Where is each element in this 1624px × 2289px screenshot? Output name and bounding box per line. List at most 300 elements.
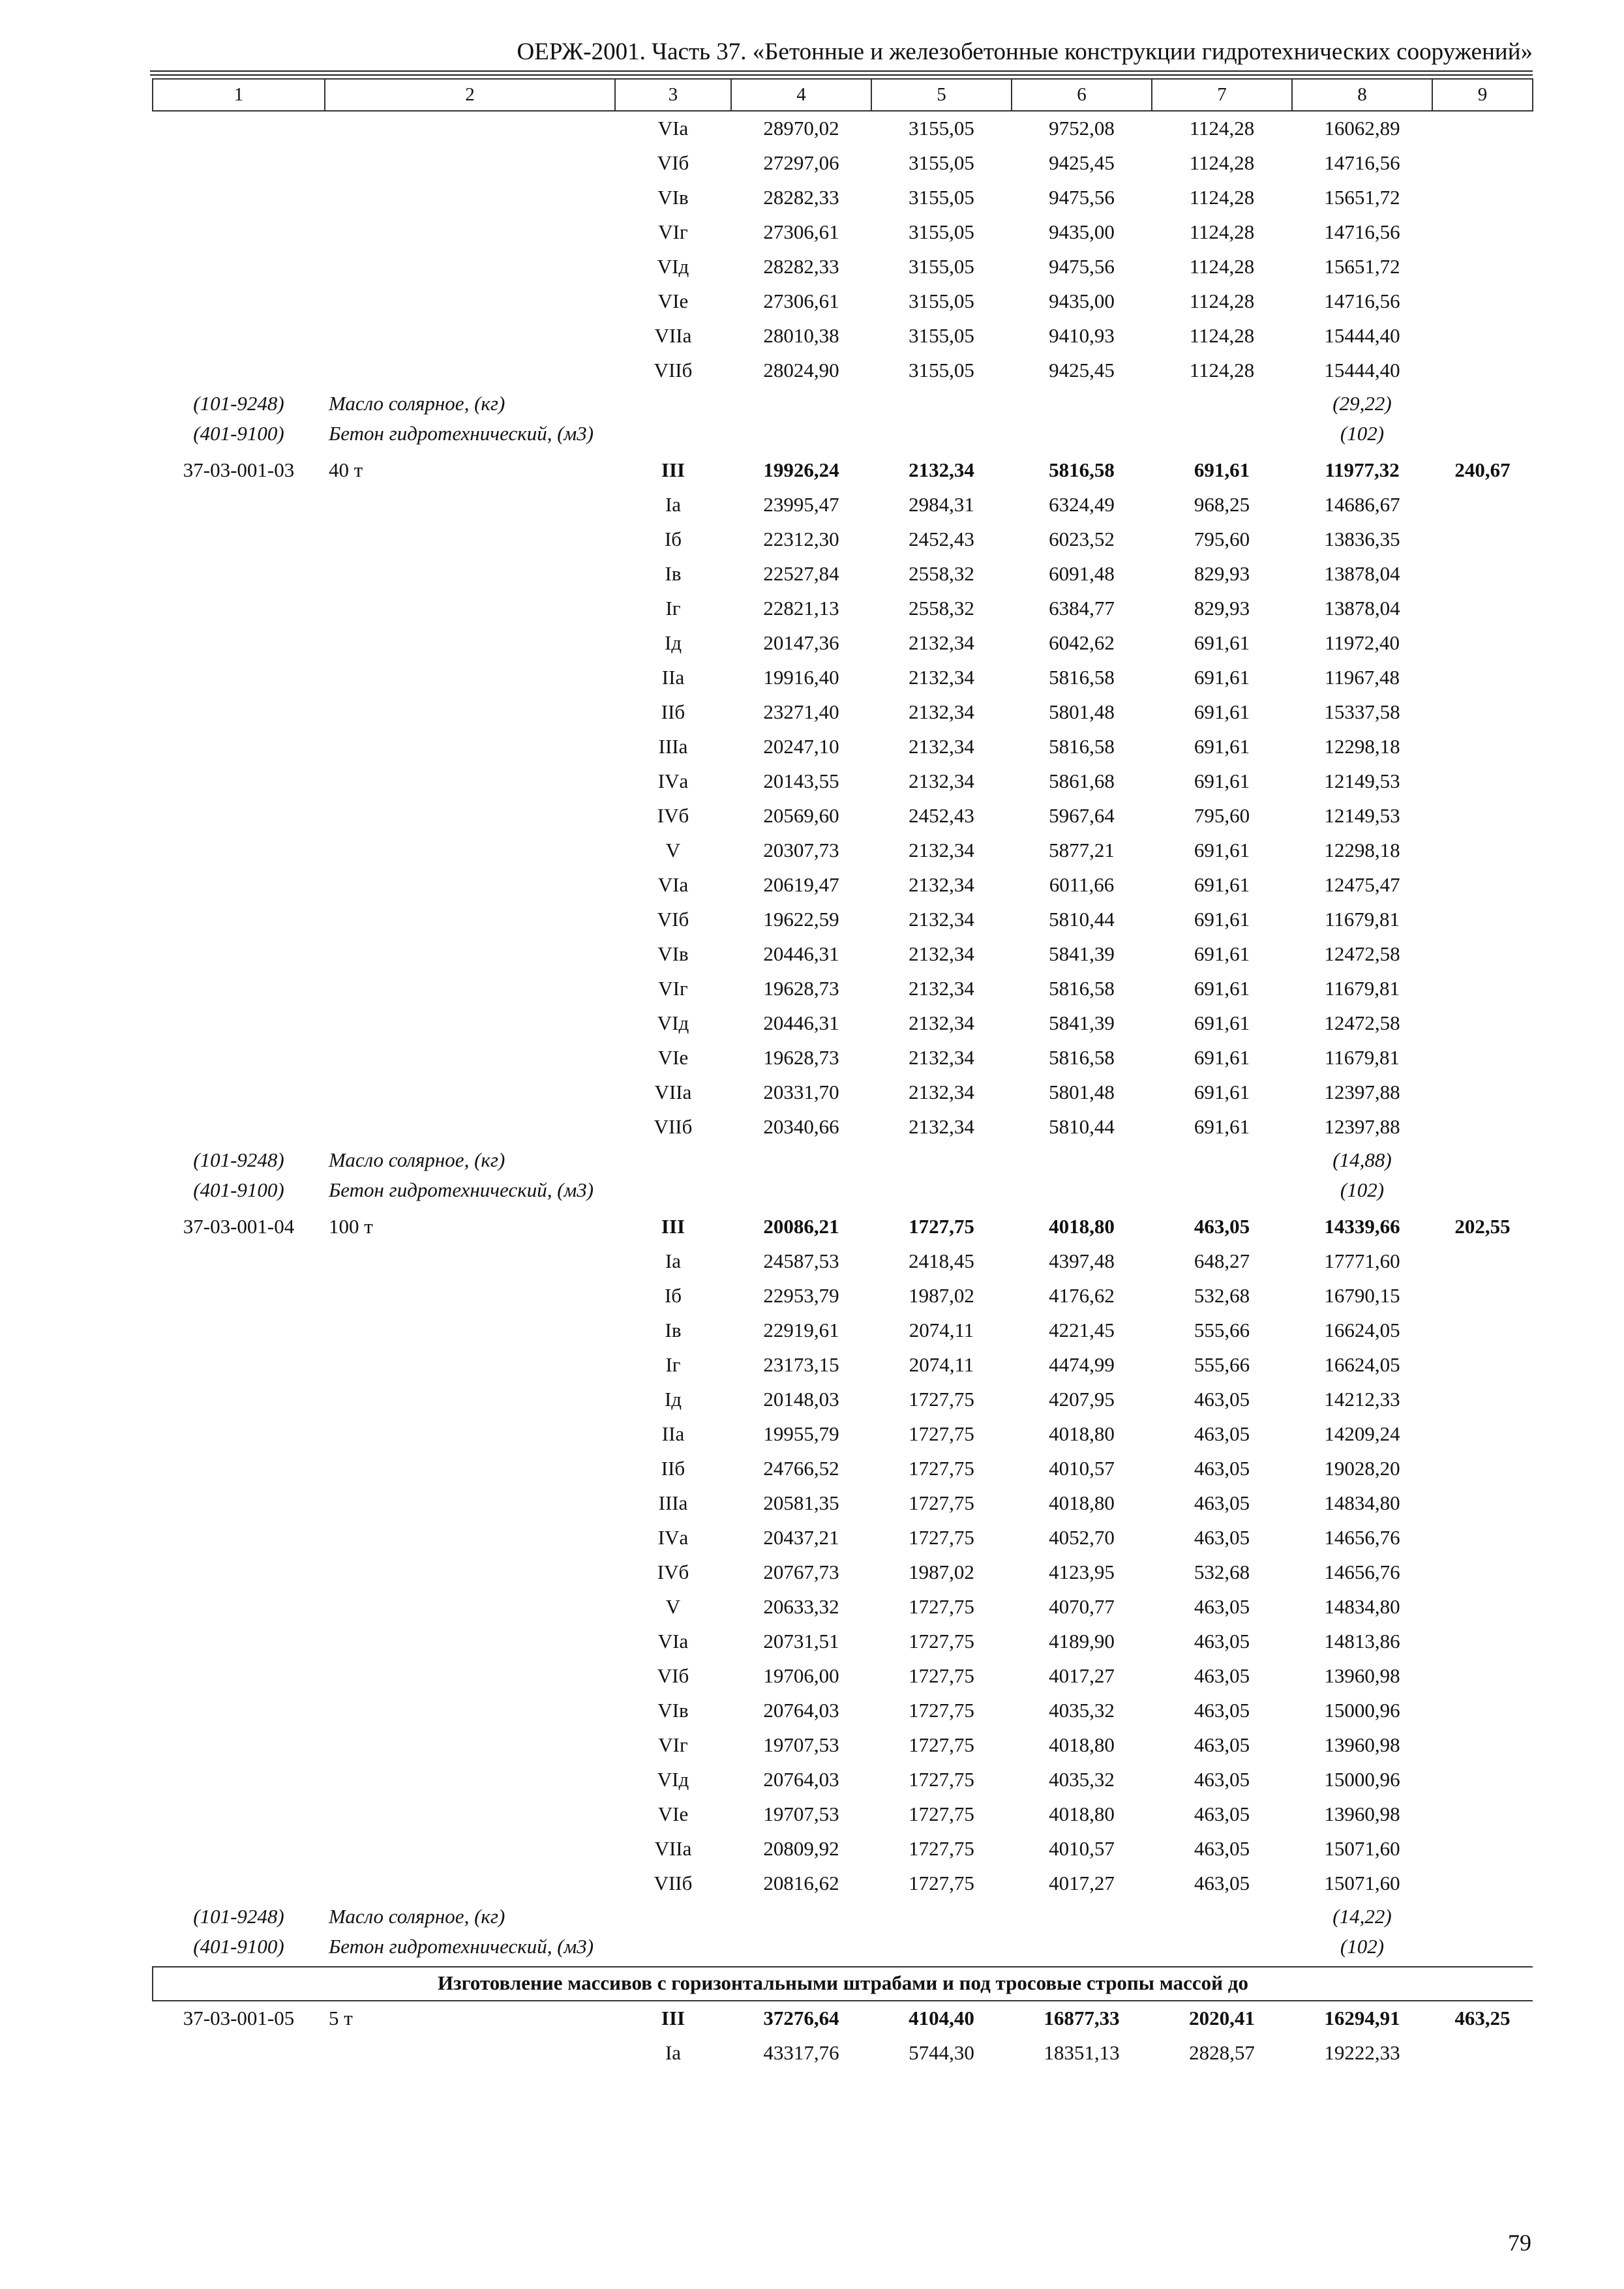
- rate-code: [153, 591, 325, 626]
- cost-value: 14209,24: [1324, 1422, 1400, 1445]
- cost-value: 2132,34: [909, 908, 974, 931]
- cost-value: 3155,05: [909, 324, 974, 347]
- labor-total: [1432, 1279, 1533, 1313]
- rate-name: [325, 1866, 615, 1901]
- rate-name: 100 т: [329, 1215, 373, 1238]
- empty-cell: [1432, 1177, 1533, 1210]
- zone: IVа: [657, 1526, 689, 1549]
- empty-cell: [1152, 388, 1292, 421]
- cost-value: 14339,66: [1324, 1215, 1400, 1238]
- rate-name: [325, 284, 615, 319]
- cost-value: 829,93: [1194, 562, 1250, 585]
- cost-value: 691,61: [1194, 977, 1250, 1000]
- rate-name: 5 т: [329, 2007, 353, 2029]
- column-number: 2: [325, 79, 615, 111]
- cost-value: 3155,05: [909, 151, 974, 174]
- table-row: [153, 1075, 1533, 1110]
- cost-value: 2074,11: [909, 1353, 974, 1376]
- table-row: [153, 972, 1533, 1006]
- rate-name: [325, 833, 615, 868]
- cost-value: 829,93: [1194, 597, 1250, 620]
- rate-name: [325, 1313, 615, 1348]
- cost-value: 14686,67: [1324, 493, 1400, 516]
- table-row: [153, 522, 1533, 557]
- cost-value: 19916,40: [763, 666, 839, 689]
- zone: IIIа: [658, 735, 688, 758]
- rate-code: [153, 2036, 325, 2071]
- column-number: 3: [615, 79, 731, 111]
- cost-value: 9425,45: [1049, 359, 1115, 382]
- cost-value: 968,25: [1194, 493, 1250, 516]
- resource-value: (102): [1340, 1935, 1385, 1958]
- empty-cell: [1432, 1144, 1533, 1177]
- column-number: 4: [731, 79, 871, 111]
- resource-row: [153, 1901, 1533, 1934]
- resource-name: Масло солярное, (кг): [329, 1148, 505, 1171]
- rate-code: [153, 695, 325, 730]
- cost-value: 463,05: [1194, 1388, 1250, 1411]
- cost-value: 14212,33: [1324, 1388, 1400, 1411]
- zone: Iд: [664, 1388, 682, 1411]
- rate-code: [153, 284, 325, 319]
- cost-value: 22953,79: [763, 1284, 839, 1307]
- rate-code: [153, 868, 325, 903]
- cost-value: 14656,76: [1324, 1561, 1400, 1583]
- resource-row: [153, 421, 1533, 453]
- rate-name: 40 т: [329, 458, 363, 481]
- cost-value: 20340,66: [763, 1115, 839, 1138]
- cost-value: 19926,24: [763, 458, 839, 481]
- labor-total: [1432, 319, 1533, 353]
- labor-total: [1432, 215, 1533, 250]
- cost-value: 463,05: [1194, 1733, 1250, 1756]
- rate-name: [325, 1590, 615, 1624]
- empty-cell: [1012, 388, 1152, 421]
- zone: VIб: [657, 1664, 689, 1687]
- table-row: [153, 215, 1533, 250]
- cost-value: 9475,56: [1049, 186, 1115, 209]
- zone: IVа: [657, 770, 689, 792]
- cost-value: 691,61: [1194, 770, 1250, 792]
- cost-value: 2132,34: [909, 1081, 974, 1103]
- cost-value: 15071,60: [1324, 1872, 1400, 1894]
- cost-value: 1727,75: [909, 1630, 974, 1653]
- rate-code: [153, 1590, 325, 1624]
- cost-value: 2074,11: [909, 1319, 974, 1341]
- rate-name: [325, 353, 615, 388]
- cost-value: 9425,45: [1049, 151, 1115, 174]
- price-table: [152, 78, 1533, 2071]
- rate-code: [153, 1313, 325, 1348]
- rate-name: [325, 522, 615, 557]
- cost-value: 2132,34: [909, 1115, 974, 1138]
- table-row: [153, 591, 1533, 626]
- labor-total: [1432, 730, 1533, 764]
- cost-value: 691,61: [1194, 458, 1250, 481]
- cost-value: 2558,32: [909, 597, 974, 620]
- zone: IVб: [657, 804, 689, 827]
- page-number: 79: [1508, 2230, 1531, 2256]
- cost-value: 463,05: [1194, 1526, 1250, 1549]
- rate-code: [153, 319, 325, 353]
- table-row: [153, 488, 1533, 522]
- labor-total: [1432, 1763, 1533, 1797]
- rate-name: [325, 488, 615, 522]
- labor-total: [1432, 284, 1533, 319]
- column-number: 5: [871, 79, 1012, 111]
- cost-value: 463,05: [1194, 1215, 1250, 1238]
- table-body: [153, 79, 1533, 2071]
- rate-code: [153, 937, 325, 972]
- cost-value: 1727,75: [909, 1457, 974, 1480]
- cost-value: 14834,80: [1324, 1595, 1400, 1618]
- resource-value: (102): [1340, 422, 1385, 445]
- cost-value: 12149,53: [1324, 804, 1400, 827]
- zone: Iа: [665, 1249, 682, 1272]
- empty-cell: [1012, 1934, 1152, 1967]
- zone: III: [661, 458, 685, 481]
- cost-value: 15444,40: [1324, 324, 1400, 347]
- table-row: [153, 557, 1533, 591]
- rate-name: [325, 1417, 615, 1452]
- zone: IVб: [657, 1561, 689, 1583]
- rate-code: [153, 181, 325, 215]
- zone: III: [661, 1215, 685, 1238]
- cost-value: 27306,61: [763, 290, 839, 312]
- cost-value: 5841,39: [1049, 942, 1115, 965]
- cost-value: 3155,05: [909, 186, 974, 209]
- cost-value: 20147,36: [763, 631, 839, 654]
- cost-value: 1727,75: [909, 1733, 974, 1756]
- rate-code: [153, 626, 325, 661]
- column-number: 8: [1292, 79, 1432, 111]
- cost-value: 17771,60: [1324, 1249, 1400, 1272]
- cost-value: 6042,62: [1049, 631, 1115, 654]
- zone: Iг: [665, 1353, 681, 1376]
- cost-value: 5967,64: [1049, 804, 1115, 827]
- cost-value: 3155,05: [909, 220, 974, 243]
- labor-total: [1432, 1624, 1533, 1659]
- cost-value: 532,68: [1194, 1561, 1250, 1583]
- rate-code: [153, 764, 325, 799]
- rate-name: [325, 1041, 615, 1075]
- rate-name: [325, 1075, 615, 1110]
- labor-total: [1432, 1383, 1533, 1417]
- zone: VIе: [657, 1046, 689, 1069]
- zone: VIв: [657, 186, 689, 209]
- cost-value: 22919,61: [763, 1319, 839, 1341]
- resource-name: Масло солярное, (кг): [329, 1905, 505, 1928]
- cost-value: 463,05: [1194, 1768, 1250, 1791]
- cost-value: 16294,91: [1324, 2007, 1400, 2029]
- cost-value: 463,05: [1194, 1699, 1250, 1722]
- cost-value: 463,05: [1194, 1664, 1250, 1687]
- rate-name: [325, 1763, 615, 1797]
- cost-value: 2132,34: [909, 458, 974, 481]
- rate-name: [325, 661, 615, 695]
- rate-name: [325, 937, 615, 972]
- labor-total: [1432, 488, 1533, 522]
- rate-name: [325, 1832, 615, 1866]
- cost-value: 3155,05: [909, 359, 974, 382]
- empty-cell: [615, 1177, 731, 1210]
- rate-name: [325, 1452, 615, 1486]
- cost-value: 5816,58: [1049, 735, 1115, 758]
- cost-value: 5841,39: [1049, 1011, 1115, 1034]
- cost-value: 4104,40: [909, 2007, 974, 2029]
- table-row: [153, 1383, 1533, 1417]
- rate-name: [325, 972, 615, 1006]
- cost-value: 555,66: [1194, 1319, 1250, 1341]
- cost-value: 4018,80: [1049, 1422, 1115, 1445]
- rate-name: [325, 868, 615, 903]
- cost-value: 14656,76: [1324, 1526, 1400, 1549]
- resource-value: (29,22): [1332, 392, 1392, 415]
- labor-total: [1432, 146, 1533, 181]
- cost-value: 5816,58: [1049, 977, 1115, 1000]
- cost-value: 13836,35: [1324, 528, 1400, 550]
- cost-value: 20446,31: [763, 942, 839, 965]
- resource-value: (14,22): [1332, 1905, 1392, 1928]
- table-row: [153, 937, 1533, 972]
- cost-value: 691,61: [1194, 1046, 1250, 1069]
- resource-name: Бетон гидротехнический, (м3): [329, 1935, 594, 1958]
- table-row: [153, 2001, 1533, 2036]
- column-number: 1: [153, 79, 325, 111]
- empty-cell: [1152, 1177, 1292, 1210]
- cost-value: 691,61: [1194, 942, 1250, 965]
- table-row: [153, 833, 1533, 868]
- cost-value: 6384,77: [1049, 597, 1115, 620]
- cost-value: 20148,03: [763, 1388, 839, 1411]
- cost-value: 5816,58: [1049, 1046, 1115, 1069]
- table-row: [153, 181, 1533, 215]
- rate-code: 37-03-001-04: [183, 1215, 295, 1238]
- cost-value: 19222,33: [1324, 2041, 1400, 2064]
- cost-value: 463,05: [1194, 1630, 1250, 1653]
- cost-value: 20633,32: [763, 1595, 839, 1618]
- resource-code: (101-9248): [193, 392, 284, 415]
- cost-value: 11679,81: [1324, 908, 1400, 931]
- zone: IIб: [661, 700, 685, 723]
- cost-value: 12149,53: [1324, 770, 1400, 792]
- cost-value: 20619,47: [763, 873, 839, 896]
- cost-value: 463,05: [1194, 1491, 1250, 1514]
- cost-value: 22312,30: [763, 528, 839, 550]
- cost-value: 16624,05: [1324, 1319, 1400, 1341]
- cost-value: 9410,93: [1049, 324, 1115, 347]
- zone: V: [665, 839, 681, 861]
- cost-value: 9435,00: [1049, 220, 1115, 243]
- table-row: [153, 453, 1533, 488]
- cost-value: 2132,34: [909, 1011, 974, 1034]
- zone: VIа: [657, 117, 689, 140]
- rate-name: [325, 1383, 615, 1417]
- cost-value: 1727,75: [909, 1664, 974, 1687]
- cost-value: 4176,62: [1049, 1284, 1115, 1307]
- rate-name: [325, 2036, 615, 2071]
- cost-value: 12397,88: [1324, 1115, 1400, 1138]
- labor-total: [1432, 1006, 1533, 1041]
- cost-value: 3155,05: [909, 290, 974, 312]
- resource-value: (14,88): [1332, 1148, 1392, 1171]
- cost-value: 4018,80: [1049, 1491, 1115, 1514]
- cost-value: 2558,32: [909, 562, 974, 585]
- empty-cell: [731, 388, 871, 421]
- cost-value: 13878,04: [1324, 562, 1400, 585]
- header-rule: [150, 74, 1533, 76]
- table-row: [153, 1210, 1533, 1244]
- labor-total: [1432, 1486, 1533, 1521]
- rate-name: [325, 626, 615, 661]
- zone: Iб: [664, 1284, 682, 1307]
- zone: IIб: [661, 1457, 685, 1480]
- empty-cell: [615, 1144, 731, 1177]
- zone: VIд: [657, 1768, 689, 1791]
- zone: Iв: [665, 1319, 682, 1341]
- cost-value: 1727,75: [909, 1422, 974, 1445]
- zone: VIIа: [654, 1081, 692, 1103]
- cost-value: 13960,98: [1324, 1664, 1400, 1687]
- zone: Iа: [665, 493, 682, 516]
- cost-value: 20446,31: [763, 1011, 839, 1034]
- cost-value: 28282,33: [763, 186, 839, 209]
- cost-value: 2132,34: [909, 700, 974, 723]
- cost-value: 4018,80: [1049, 1733, 1115, 1756]
- cost-value: 14716,56: [1324, 151, 1400, 174]
- rate-code: [153, 661, 325, 695]
- cost-value: 15444,40: [1324, 359, 1400, 382]
- cost-value: 24766,52: [763, 1457, 839, 1480]
- table-row: [153, 764, 1533, 799]
- cost-value: 23173,15: [763, 1353, 839, 1376]
- cost-value: 463,05: [1194, 1837, 1250, 1860]
- cost-value: 4189,90: [1049, 1630, 1115, 1653]
- cost-value: 4017,27: [1049, 1872, 1115, 1894]
- rate-name: [325, 181, 615, 215]
- cost-value: 1727,75: [909, 1768, 974, 1791]
- rate-code: [153, 522, 325, 557]
- rate-code: [153, 1110, 325, 1144]
- cost-value: 463,05: [1194, 1457, 1250, 1480]
- cost-value: 2828,57: [1189, 2041, 1255, 2064]
- cost-value: 13878,04: [1324, 597, 1400, 620]
- cost-value: 15000,96: [1324, 1699, 1400, 1722]
- cost-value: 20767,73: [763, 1561, 839, 1583]
- empty-cell: [1432, 1934, 1533, 1967]
- cost-value: 28282,33: [763, 255, 839, 278]
- rate-code: [153, 1797, 325, 1832]
- empty-cell: [1012, 1901, 1152, 1934]
- resource-row: [153, 1144, 1533, 1177]
- rate-name: [325, 1624, 615, 1659]
- rate-code: [153, 799, 325, 833]
- cost-value: 18351,13: [1044, 2041, 1120, 2064]
- cost-value: 20764,03: [763, 1699, 839, 1722]
- cost-value: 1987,02: [909, 1561, 974, 1583]
- cost-value: 12397,88: [1324, 1081, 1400, 1103]
- cost-value: 20437,21: [763, 1526, 839, 1549]
- cost-value: 1727,75: [909, 1526, 974, 1549]
- cost-value: 1124,28: [1189, 151, 1255, 174]
- cost-value: 691,61: [1194, 735, 1250, 758]
- labor-total: [1432, 1694, 1533, 1728]
- cost-value: 5744,30: [909, 2041, 974, 2064]
- cost-value: 11679,81: [1324, 977, 1400, 1000]
- rate-code: [153, 557, 325, 591]
- cost-value: 463,05: [1194, 1872, 1250, 1894]
- labor-total: [1432, 1728, 1533, 1763]
- table-row: [153, 1244, 1533, 1279]
- labor-total: 463,25: [1454, 2007, 1511, 2029]
- rate-name: [325, 215, 615, 250]
- section-title: Изготовление массивов с горизонтальными штрабами и под тросовые стропы массой до: [153, 1967, 1533, 2001]
- cost-value: 13960,98: [1324, 1803, 1400, 1825]
- cost-value: 2418,45: [909, 1249, 974, 1272]
- rate-code: [153, 215, 325, 250]
- labor-total: [1432, 1041, 1533, 1075]
- zone: VIг: [658, 977, 688, 1000]
- empty-cell: [1432, 421, 1533, 453]
- cost-value: 19628,73: [763, 977, 839, 1000]
- cost-value: 19707,53: [763, 1733, 839, 1756]
- cost-value: 2984,31: [909, 493, 974, 516]
- labor-total: 202,55: [1454, 1215, 1511, 1238]
- cost-value: 555,66: [1194, 1353, 1250, 1376]
- rate-name: [325, 1797, 615, 1832]
- table-row: [153, 730, 1533, 764]
- zone: VIIб: [654, 359, 693, 382]
- cost-value: 23271,40: [763, 700, 839, 723]
- cost-value: 4221,45: [1049, 1319, 1115, 1341]
- cost-value: 16062,89: [1324, 117, 1400, 140]
- resource-code: (101-9248): [193, 1905, 284, 1928]
- rate-name: [325, 1348, 615, 1383]
- zone: Iд: [664, 631, 682, 654]
- labor-total: 240,67: [1454, 458, 1511, 481]
- cost-value: 2132,34: [909, 839, 974, 861]
- labor-total: [1432, 2036, 1533, 2071]
- resource-row: [153, 388, 1533, 421]
- cost-value: 19028,20: [1324, 1457, 1400, 1480]
- rate-name: [325, 903, 615, 937]
- zone: VIа: [657, 1630, 689, 1653]
- cost-value: 691,61: [1194, 839, 1250, 861]
- cost-value: 27297,06: [763, 151, 839, 174]
- resource-name: Бетон гидротехнический, (м3): [329, 422, 594, 445]
- cost-value: 2132,34: [909, 666, 974, 689]
- cost-value: 691,61: [1194, 908, 1250, 931]
- rate-name: [325, 1006, 615, 1041]
- table-row: [153, 250, 1533, 284]
- table-row: [153, 1313, 1533, 1348]
- cost-value: 28024,90: [763, 359, 839, 382]
- cost-value: 1124,28: [1189, 255, 1255, 278]
- zone: VIIа: [654, 1837, 692, 1860]
- cost-value: 691,61: [1194, 1011, 1250, 1034]
- table-row: [153, 1590, 1533, 1624]
- cost-value: 1124,28: [1189, 220, 1255, 243]
- cost-value: 4474,99: [1049, 1353, 1115, 1376]
- labor-total: [1432, 1110, 1533, 1144]
- empty-cell: [731, 1144, 871, 1177]
- cost-value: 691,61: [1194, 1115, 1250, 1138]
- empty-cell: [1152, 1934, 1292, 1967]
- table-row: [153, 1866, 1533, 1901]
- cost-value: 20809,92: [763, 1837, 839, 1860]
- rate-code: [153, 1659, 325, 1694]
- resource-code: (401-9100): [193, 422, 284, 445]
